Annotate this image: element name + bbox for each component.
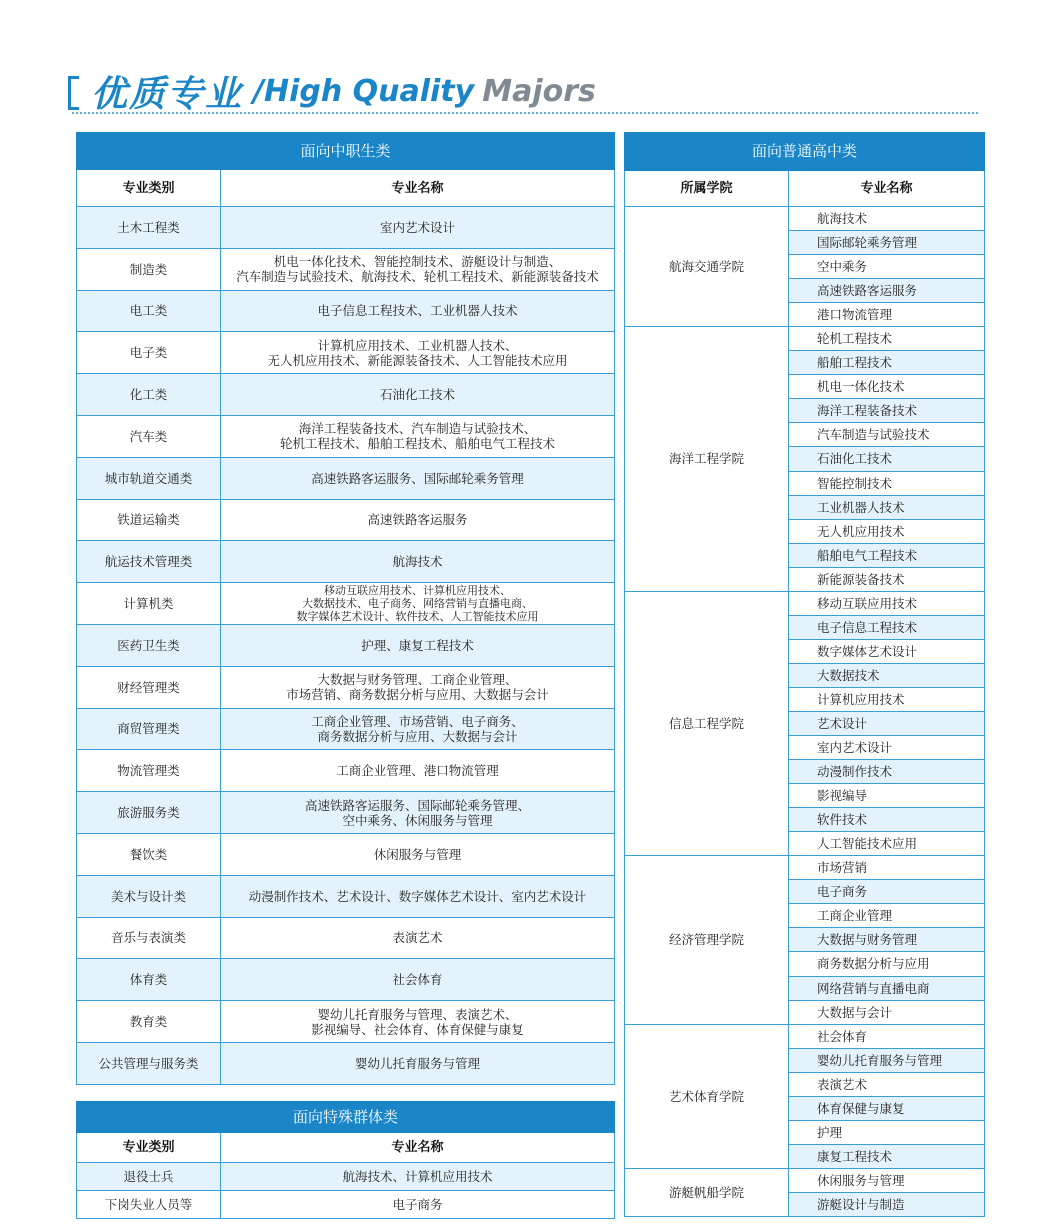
category-cell: 下岗失业人员等: [77, 1191, 221, 1219]
majors-cell: 社会体育: [221, 959, 615, 1001]
majors-cell: 高速铁路客运服务、国际邮轮乘务管理、 空中乘务、休闲服务与管理: [221, 792, 615, 834]
major-cell: 航海技术: [789, 207, 985, 231]
college-cell: 海洋工程学院: [625, 327, 789, 592]
majors-cell: 机电一体化技术、智能控制技术、游艇设计与制造、 汽车制造与试验技术、航海技术、轮机工程技术、新能源装备技术: [221, 248, 615, 290]
table-row: [77, 917, 615, 959]
majors-cell: 计算机应用技术、工业机器人技术、 无人机应用技术、新能源装备技术、人工智能技术应用: [221, 332, 615, 374]
category-cell: 计算机类: [77, 583, 221, 625]
major-cell: 电子信息工程技术: [789, 615, 985, 639]
title-cn: 优质专业: [91, 73, 244, 115]
major-cell: 石油化工技术: [789, 447, 985, 471]
major-cell: 数字媒体艺术设计: [789, 639, 985, 663]
major-cell: 游艇设计与制造: [789, 1192, 985, 1216]
category-cell: 电子类: [77, 332, 221, 374]
category-cell: 电工类: [77, 290, 221, 332]
table-row: [77, 248, 615, 290]
table-row: [77, 499, 615, 541]
major-cell: 智能控制技术: [789, 471, 985, 495]
table-row: [77, 624, 615, 666]
majors-cell: 婴幼儿托育服务与管理: [221, 1042, 615, 1084]
major-cell: 船舶工程技术: [789, 351, 985, 375]
table-row: [77, 332, 615, 374]
category-cell: 体育类: [77, 959, 221, 1001]
category-cell: 土木工程类: [77, 207, 221, 249]
table-row: [77, 415, 615, 457]
major-cell: 移动互联应用技术: [789, 591, 985, 615]
table-row: [625, 856, 985, 880]
major-cell: 高速铁路客运服务: [789, 279, 985, 303]
major-cell: 动漫制作技术: [789, 760, 985, 784]
college-cell: 经济管理学院: [625, 856, 789, 1024]
major-cell: 市场营销: [789, 856, 985, 880]
title-en-b: Majors: [482, 73, 596, 109]
table-row: [77, 583, 615, 625]
college-cell: 艺术体育学院: [625, 1024, 789, 1168]
majors-cell: 室内艺术设计: [221, 207, 615, 249]
table-row: [625, 591, 985, 615]
major-cell: 船舶电气工程技术: [789, 543, 985, 567]
major-cell: 表演艺术: [789, 1072, 985, 1096]
table-row: [77, 833, 615, 875]
majors-cell: 护理、康复工程技术: [221, 624, 615, 666]
highschool-title: 面向普通高中类: [625, 133, 985, 171]
major-cell: 工商企业管理: [789, 904, 985, 928]
major-cell: 港口物流管理: [789, 303, 985, 327]
category-cell: 化工类: [77, 374, 221, 416]
majors-cell: 石油化工技术: [221, 374, 615, 416]
category-cell: 旅游服务类: [77, 792, 221, 834]
col-category: 专业类别: [77, 1133, 221, 1163]
majors-cell: 海洋工程装备技术、汽车制造与试验技术、 轮机工程技术、船舶工程技术、船舶电气工程技术: [221, 415, 615, 457]
table-row: [625, 1168, 985, 1192]
major-cell: 大数据与财务管理: [789, 928, 985, 952]
major-cell: 工业机器人技术: [789, 495, 985, 519]
table-row: [77, 290, 615, 332]
title-en-a: /High Quality: [253, 73, 475, 109]
majors-cell: 表演艺术: [221, 917, 615, 959]
major-cell: 计算机应用技术: [789, 687, 985, 711]
category-cell: 退役士兵: [77, 1163, 221, 1191]
major-cell: 软件技术: [789, 808, 985, 832]
category-cell: 制造类: [77, 248, 221, 290]
category-cell: 汽车类: [77, 415, 221, 457]
major-cell: 汽车制造与试验技术: [789, 423, 985, 447]
major-cell: 影视编导: [789, 784, 985, 808]
major-cell: 体育保健与康复: [789, 1096, 985, 1120]
category-cell: 教育类: [77, 1001, 221, 1043]
majors-cell: 休闲服务与管理: [221, 833, 615, 875]
major-cell: 商务数据分析与应用: [789, 952, 985, 976]
majors-cell: 移动互联应用技术、计算机应用技术、 大数据技术、电子商务、网络营销与直播电商、 数字媒体艺术设计、软件技术、人工智能技术应用: [221, 583, 615, 625]
college-cell: 游艇帆船学院: [625, 1168, 789, 1216]
highschool-table: [624, 132, 985, 1217]
majors-cell: 婴幼儿托育服务与管理、表演艺术、 影视编导、社会体育、体育保健与康复: [221, 1001, 615, 1043]
majors-cell: 航海技术、计算机应用技术: [221, 1163, 615, 1191]
table-row: [77, 792, 615, 834]
major-cell: 空中乘务: [789, 255, 985, 279]
table-row: [77, 541, 615, 583]
bracket-icon: [68, 76, 79, 110]
majors-cell: 工商企业管理、港口物流管理: [221, 750, 615, 792]
col-major: 专业名称: [789, 171, 985, 207]
major-cell: 艺术设计: [789, 711, 985, 735]
majors-cell: 动漫制作技术、艺术设计、数字媒体艺术设计、室内艺术设计: [221, 875, 615, 917]
section-title: [68, 66, 596, 116]
majors-cell: 电子信息工程技术、工业机器人技术: [221, 290, 615, 332]
category-cell: 公共管理与服务类: [77, 1042, 221, 1084]
majors-cell: 大数据与财务管理、工商企业管理、 市场营销、商务数据分析与应用、大数据与会计: [221, 666, 615, 708]
category-cell: 商贸管理类: [77, 708, 221, 750]
table-row: [77, 666, 615, 708]
majors-cell: 工商企业管理、市场营销、电子商务、 商务数据分析与应用、大数据与会计: [221, 708, 615, 750]
category-cell: 航运技术管理类: [77, 541, 221, 583]
table-row: [77, 1163, 615, 1191]
category-cell: 铁道运输类: [77, 499, 221, 541]
major-cell: 国际邮轮乘务管理: [789, 231, 985, 255]
major-cell: 护理: [789, 1120, 985, 1144]
special-table: [76, 1101, 615, 1219]
major-cell: 轮机工程技术: [789, 327, 985, 351]
table-row: [77, 374, 615, 416]
table-row: [77, 207, 615, 249]
table-row: [77, 959, 615, 1001]
majors-cell: 航海技术: [221, 541, 615, 583]
major-cell: 电子商务: [789, 880, 985, 904]
table-row: [77, 1191, 615, 1219]
table-row: [77, 457, 615, 499]
category-cell: 医药卫生类: [77, 624, 221, 666]
table-row: [77, 1042, 615, 1084]
category-cell: 美术与设计类: [77, 875, 221, 917]
major-cell: 人工智能技术应用: [789, 832, 985, 856]
majors-cell: 电子商务: [221, 1191, 615, 1219]
table-row: [625, 1024, 985, 1048]
college-cell: 信息工程学院: [625, 591, 789, 856]
table-row: [77, 1001, 615, 1043]
category-cell: 物流管理类: [77, 750, 221, 792]
category-cell: 餐饮类: [77, 833, 221, 875]
major-cell: 大数据技术: [789, 663, 985, 687]
vocational-table: [76, 132, 615, 1085]
major-cell: 新能源装备技术: [789, 567, 985, 591]
category-cell: 音乐与表演类: [77, 917, 221, 959]
major-cell: 室内艺术设计: [789, 736, 985, 760]
vocational-title: 面向中职生类: [77, 133, 615, 170]
col-major: 专业名称: [221, 170, 615, 207]
major-cell: 康复工程技术: [789, 1144, 985, 1168]
majors-cell: 高速铁路客运服务: [221, 499, 615, 541]
major-cell: 婴幼儿托育服务与管理: [789, 1048, 985, 1072]
dotted-divider: [72, 112, 978, 114]
major-cell: 无人机应用技术: [789, 519, 985, 543]
category-cell: 城市轨道交通类: [77, 457, 221, 499]
major-cell: 大数据与会计: [789, 1000, 985, 1024]
table-row: [77, 875, 615, 917]
major-cell: 海洋工程装备技术: [789, 399, 985, 423]
col-major: 专业名称: [221, 1133, 615, 1163]
major-cell: 休闲服务与管理: [789, 1168, 985, 1192]
majors-cell: 高速铁路客运服务、国际邮轮乘务管理: [221, 457, 615, 499]
major-cell: 机电一体化技术: [789, 375, 985, 399]
category-cell: 财经管理类: [77, 666, 221, 708]
major-cell: 社会体育: [789, 1024, 985, 1048]
table-row: [77, 708, 615, 750]
college-cell: 航海交通学院: [625, 207, 789, 327]
col-category: 专业类别: [77, 170, 221, 207]
table-row: [625, 327, 985, 351]
special-title: 面向特殊群体类: [77, 1102, 615, 1133]
col-college: 所属学院: [625, 171, 789, 207]
major-cell: 网络营销与直播电商: [789, 976, 985, 1000]
table-row: [77, 750, 615, 792]
table-row: [625, 207, 985, 231]
